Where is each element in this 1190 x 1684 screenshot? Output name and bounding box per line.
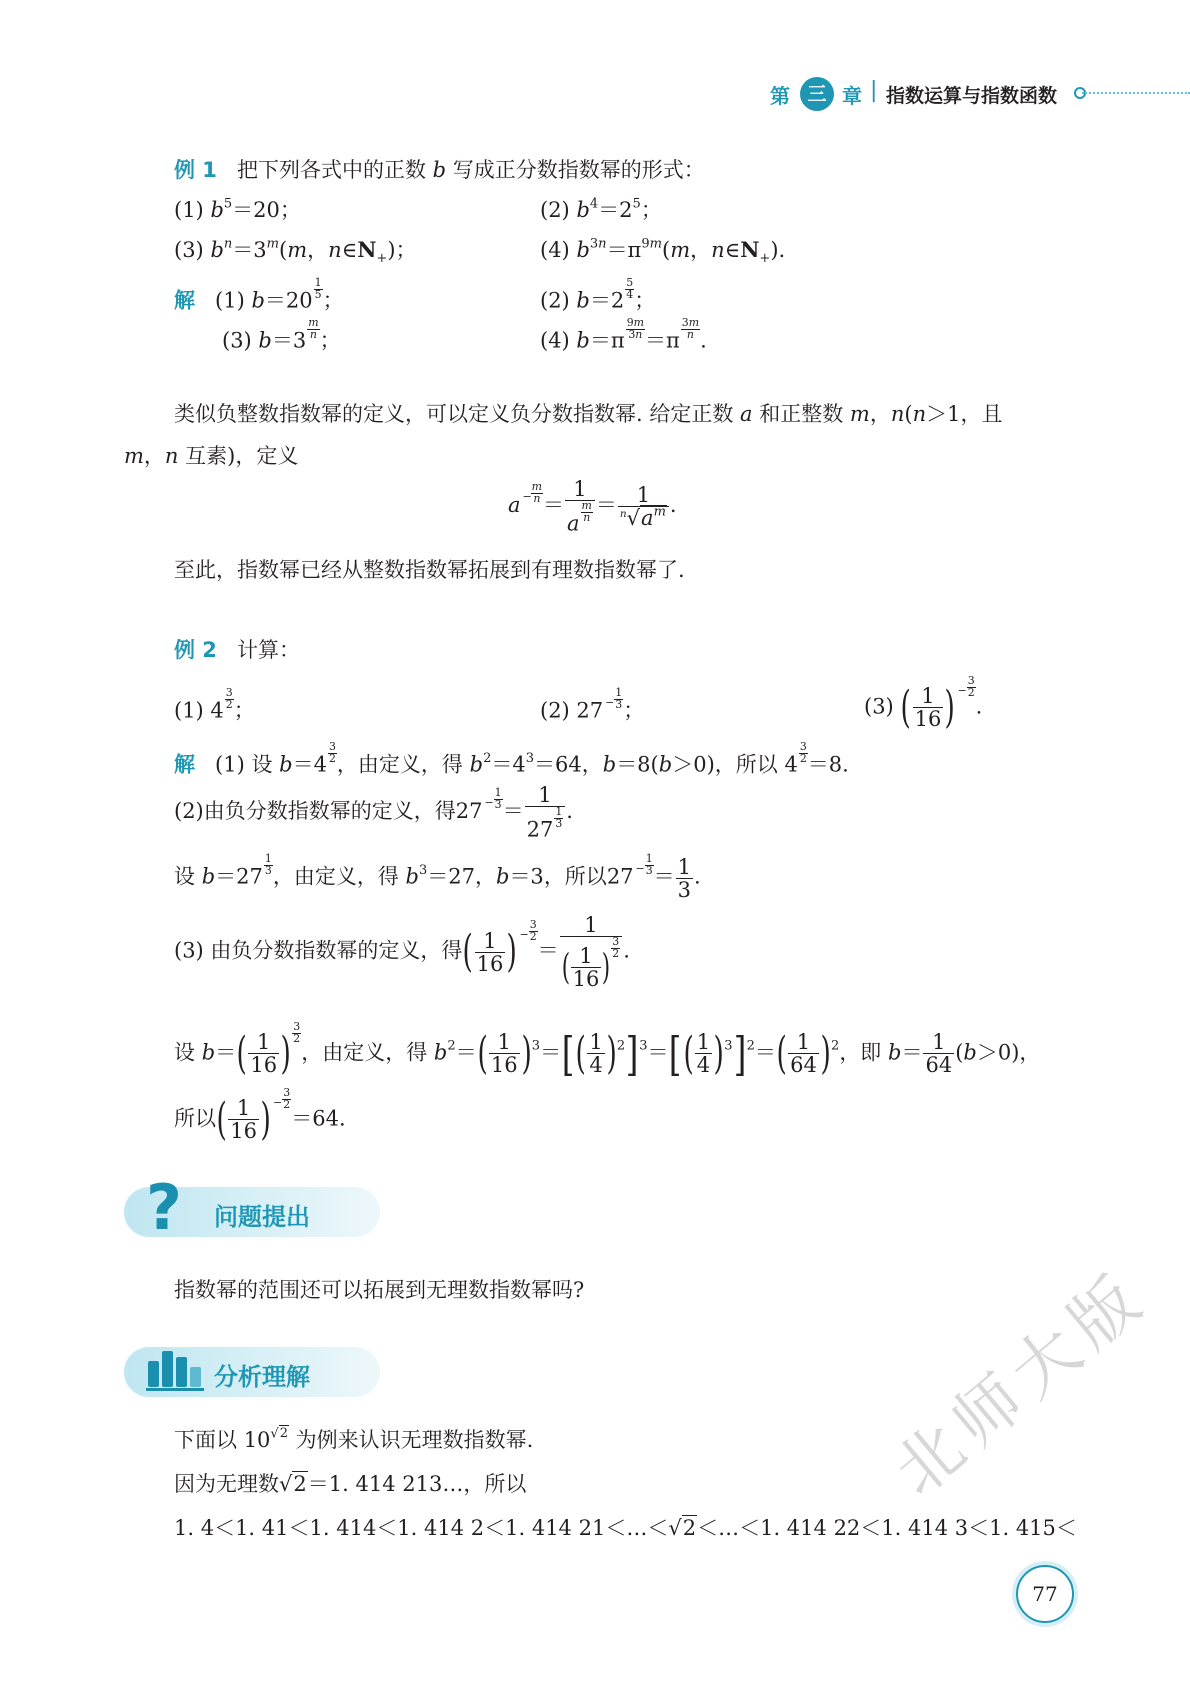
example1-label: 例 1	[174, 158, 217, 182]
solution2-label: 解	[174, 752, 195, 777]
solution2-line5: 设 b＝( $\frac{1}{16}$ ) $\frac{3}{2}$ ，由定义，得 $b^2=$( $\frac{1}{16}$ )$^3$＝[( $\frac{1}{4}$ )$^2$]$^3$＝[( $\frac{1}{4}$ )$^3$]$^2$＝( $\frac{1}{64}$ )$^2$，即 b＝ $\frac{1}{64}$ (b＞0)，	[174, 1020, 1041, 1081]
example2-heading	[174, 634, 300, 664]
example1-item-3: (3) $b^n=3^m(m$，$n\in N_+$)；	[174, 236, 417, 267]
chapter-title: 指数运算与指数函数	[886, 85, 1058, 107]
para1-line2: m，n 互素)，定义	[124, 444, 299, 468]
section-question-text: 指数幂的范围还可以拓展到无理数指数幂吗?	[174, 1278, 585, 1302]
solution1-item-4: (4) b＝π $\frac{9m}{3n}$ ＝π $\frac{3m}{n}$ .	[540, 316, 707, 353]
section-analysis-title: 分析理解	[214, 1363, 310, 1391]
solution2-line2: (2)由负分数指数幂的定义，得27 − $\frac{1}{3}$ ＝ 1 27 $\frac{1}{3}$ .	[174, 783, 573, 842]
header-dotted-line	[1082, 92, 1190, 94]
solution1-line1: 解 (1) b＝20 $\frac{1}{5}$ ；	[174, 276, 344, 313]
definition-formula: a − $\frac{m}{n}$ ＝ 1 a $\frac{m}{n}$ ＝ $\frac{1}{^n√a^m}$ .	[508, 477, 677, 536]
solution2-line4: (3) 由负分数指数幂的定义，得( $\frac{1}{16}$ ) − $\frac{3}{2}$ ＝ 1 ( $\frac{1}{16}$ ) $\frac{3}{2}$ .	[174, 913, 630, 992]
question-mark-icon: ?	[146, 1171, 182, 1244]
bar-chart-icon	[146, 1351, 206, 1391]
solution1-item-3: (3) b＝3 $\frac{m}{n}$ ；	[222, 316, 341, 353]
example2-item-1: (1) 4 $\frac{3}{2}$ ；	[174, 686, 255, 723]
example2-item-2: (2) 27 − $\frac{1}{3}$ ；	[540, 686, 645, 723]
solution2-line1: 解 (1) 设 b＝4 $\frac{3}{2}$ ，由定义，得 $b^2=4^3=64$，b＝8(b＞0)，所以 4 $\frac{3}{2}$ ＝8.	[174, 740, 849, 777]
section-question-title: 问题提出	[214, 1203, 310, 1231]
page-number: 77	[1016, 1565, 1074, 1623]
analysis-line2: 因为无理数√2＝1. 414 213…，所以	[174, 1472, 527, 1496]
solution1-item-2: (2) b＝2 $\frac{5}{4}$ ；	[540, 276, 656, 313]
example1-heading	[174, 154, 705, 184]
example2-prompt: 计算：	[236, 638, 300, 662]
solution1-label: 解	[174, 288, 195, 313]
example1-item-4: (4) $b^{3n}=\pi^{9m}(m$，$n\in N_+$).	[540, 236, 786, 267]
solution2-line3: 设 b＝27 $\frac{1}{3}$ ，由定义，得 $b^3=27$，b＝3，所以27 − $\frac{1}{3}$ ＝ $\frac{1}{3}$ .	[174, 852, 701, 902]
analysis-line3: 1. 4＜1. 41＜1. 414＜1. 414 2＜1. 414 21＜…＜√2＜…＜1. 414 22＜1. 414 3＜1. 415＜	[174, 1516, 1077, 1540]
para1-line1: 类似负整数指数幂的定义，可以定义负分数指数幂. 给定正数 a 和正整数 m，n(n＞1，且	[174, 402, 1003, 426]
solution2-line6: 所以( $\frac{1}{16}$ ) − $\frac{3}{2}$ ＝64.	[174, 1086, 346, 1145]
watermark: 北师大版	[879, 1256, 1163, 1511]
example1-item-1: (1) $b^5=20$；	[174, 196, 301, 222]
example2-item-3: (3) ( $\frac{1}{16}$ ) − $\frac{3}{2}$ .	[864, 674, 983, 733]
analysis-line1: 下面以 $10^{√2}$ 为例来认识无理数指数幂.	[174, 1426, 534, 1452]
example1-prompt-var: b	[432, 158, 447, 182]
chapter-prefix: 第	[770, 84, 790, 108]
section-question-banner	[124, 1171, 380, 1244]
example1-prompt-b: 写成正分数指数幂的形式：	[446, 158, 705, 182]
header-separator: |	[870, 78, 878, 103]
example2-label: 例 2	[174, 638, 217, 662]
chapter-suffix: 章	[842, 84, 862, 108]
example1-item-2: (2) $b^4=2^5$；	[540, 196, 662, 222]
chapter-number-badge: 三	[800, 77, 834, 111]
para2: 至此，指数幂已经从整数指数幂拓展到有理数指数幂了.	[174, 558, 685, 582]
section-analysis-banner	[124, 1347, 380, 1397]
example1-prompt-a: 把下列各式中的正数	[236, 158, 433, 182]
